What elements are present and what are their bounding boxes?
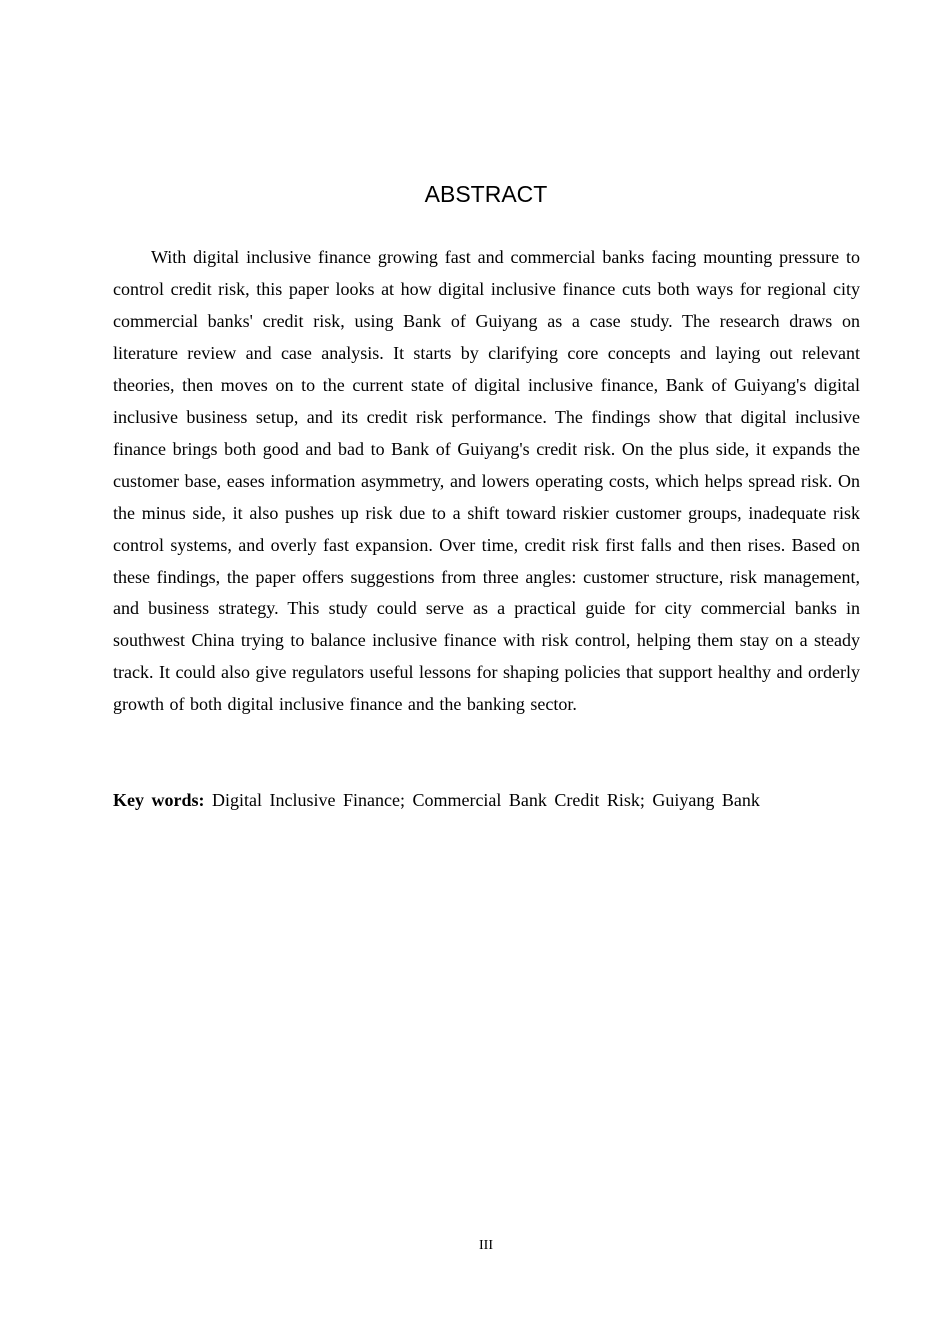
keywords-line — [113, 785, 860, 815]
keywords-text: Digital Inclusive Finance; Commercial Bank Credit Risk; Guiyang Bank — [212, 790, 760, 810]
keywords-label: Key words: — [113, 790, 205, 810]
page-number: III — [479, 1238, 493, 1253]
abstract-title: ABSTRACT — [424, 181, 548, 207]
abstract-body: With digital inclusive finance growing fast and commercial banks facing mounting pressure to control credit risk, this paper looks at how digital inclusive finance cuts both ways for regional city commercial banks' credit risk, using Bank of Guiyang as a case study. The research draws on literature review and case analysis. It starts by clarifying core concepts and laying out relevant theories, then moves on to the current state of digital inclusive finance, Bank of Guiyang's digital inclusive business setup, and its credit risk performance. The findings show that digital inclusive finance brings both good and bad to Bank of Guiyang's credit risk. On the plus side, it expands the customer base, eases information asymmetry, and lowers operating costs, which helps spread risk. On the minus side, it also pushes up risk due to a shift toward riskier customer groups, inadequate risk control systems, and overly fast expansion. Over time, credit risk first falls and then rises. Based on these findings, the paper offers suggestions from three angles: customer structure, risk management, and business strategy. This study could serve as a practical guide for city commercial banks in southwest China trying to balance inclusive finance with risk control, helping them stay on a steady track. It could also give regulators useful lessons for shaping policies that support healthy and orderly growth of both digital inclusive finance and the banking sector. — [113, 247, 860, 715]
